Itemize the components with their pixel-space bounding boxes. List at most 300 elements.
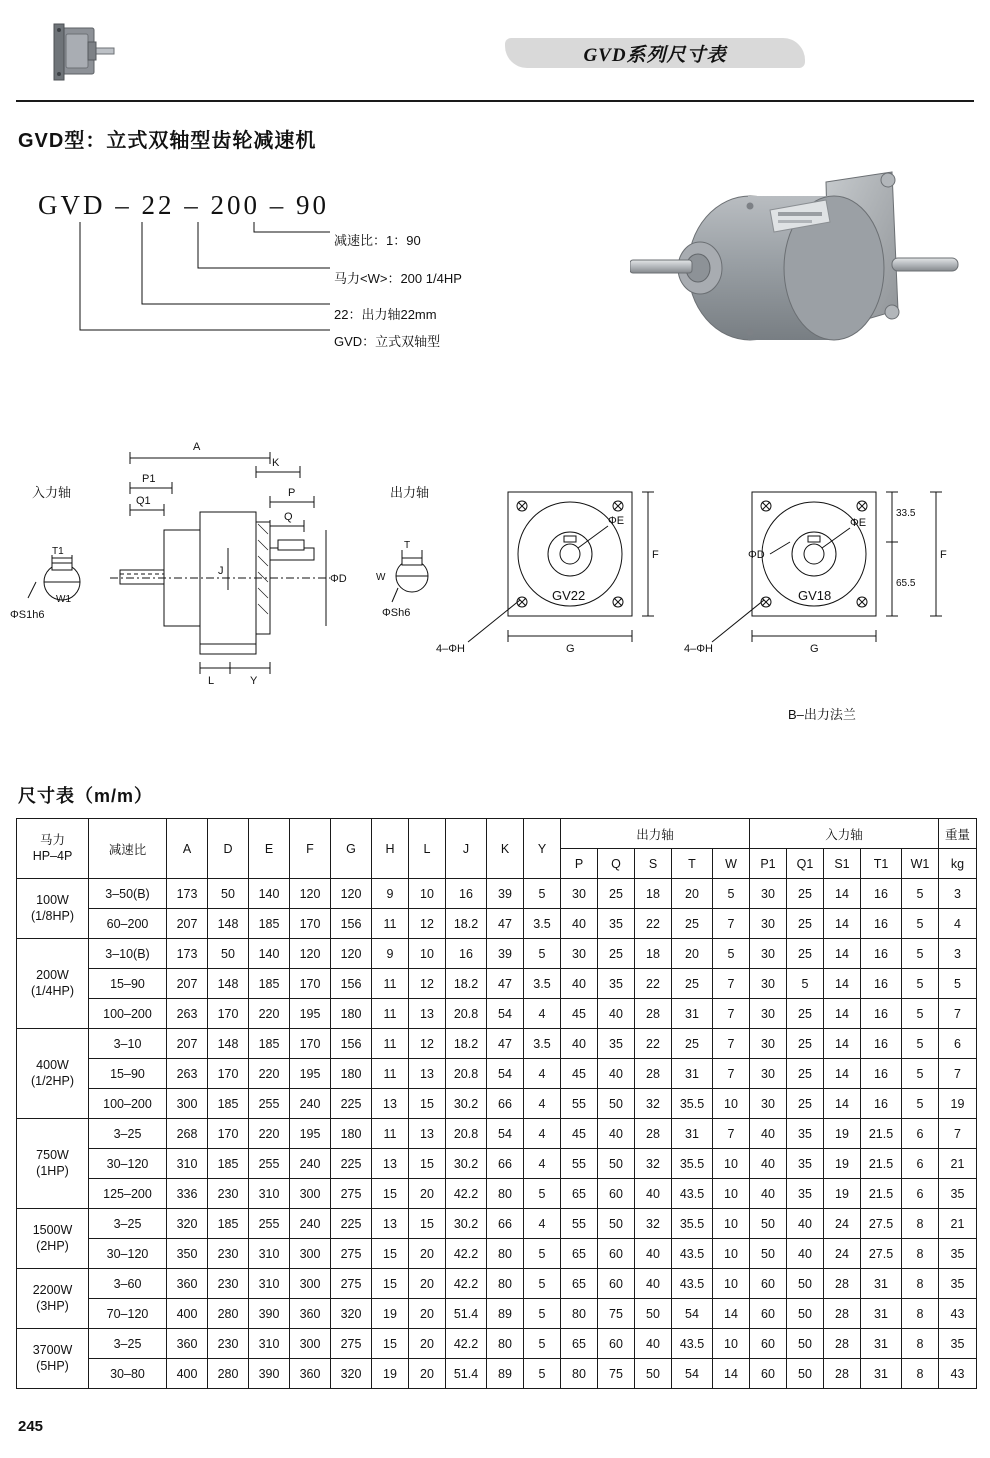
cell-dim-K: 89 [487,1299,524,1329]
cell-in-Q1: 35 [787,1149,824,1179]
svg-text:L: L [208,675,215,687]
power-value: 400W [36,1057,69,1072]
cell-in-P1: 40 [750,1149,787,1179]
cell-in-P1: 30 [750,879,787,909]
power-value: 2200W [32,1282,73,1297]
cell-in-Q1: 25 [787,879,824,909]
gear-motor-icon [48,22,118,84]
cell-dim-G: 156 [331,969,372,999]
cell-in-Q1: 40 [787,1239,824,1269]
cell-out-Q: 60 [598,1179,635,1209]
cell-dim-J: 20.8 [446,1119,487,1149]
power-group-cell [17,879,89,939]
cell-in-P1: 30 [750,909,787,939]
cell-dim-L: 10 [409,879,446,909]
cell-out-W: 10 [713,1089,750,1119]
cell-dim-Y: 4 [524,1119,561,1149]
cell-out-S: 40 [635,1239,672,1269]
cell-dim-F: 240 [290,1089,331,1119]
svg-text:65.5: 65.5 [896,578,916,589]
cell-weight: 35 [939,1179,977,1209]
cell-dim-E: 185 [249,1029,290,1059]
svg-text:F: F [652,549,659,561]
page-header [0,0,990,100]
cell-in-W1: 5 [902,969,939,999]
cell-dim-J: 42.2 [446,1329,487,1359]
cell-out-Q: 40 [598,1119,635,1149]
cell-ratio: 3–50(B) [89,879,167,909]
cell-dim-F: 120 [290,879,331,909]
cell-ratio: 3–60 [89,1269,167,1299]
svg-text:T1: T1 [52,546,64,557]
cell-in-T1: 16 [861,879,902,909]
cell-dim-F: 170 [290,909,331,939]
cell-dim-D: 185 [208,1149,249,1179]
cell-in-S1: 14 [824,939,861,969]
cell-dim-G: 180 [331,1059,372,1089]
cell-dim-A: 207 [167,1029,208,1059]
cell-dim-K: 66 [487,1209,524,1239]
cell-weight: 4 [939,909,977,939]
cell-dim-F: 240 [290,1209,331,1239]
cell-ratio: 15–90 [89,1059,167,1089]
cell-dim-J: 18.2 [446,1029,487,1059]
cell-dim-E: 255 [249,1209,290,1239]
cell-in-W1: 8 [902,1269,939,1299]
cell-weight: 21 [939,1209,977,1239]
cell-out-T: 31 [672,1059,713,1089]
table-row [17,909,977,939]
cell-dim-A: 173 [167,939,208,969]
cell-in-T1: 16 [861,1029,902,1059]
cell-dim-K: 39 [487,879,524,909]
cell-dim-D: 170 [208,1119,249,1149]
cell-dim-E: 185 [249,969,290,999]
cell-out-Q: 40 [598,999,635,1029]
cell-weight: 35 [939,1269,977,1299]
cell-dim-E: 310 [249,1269,290,1299]
cell-out-T: 43.5 [672,1269,713,1299]
svg-text:T: T [404,540,411,551]
cell-dim-D: 50 [208,879,249,909]
cell-out-Q: 50 [598,1089,635,1119]
cell-in-P1: 30 [750,1089,787,1119]
cell-dim-G: 275 [331,1329,372,1359]
cell-dim-A: 310 [167,1149,208,1179]
cell-in-T1: 16 [861,1089,902,1119]
cell-out-W: 7 [713,909,750,939]
cell-out-P: 45 [561,1119,598,1149]
table-row [17,1059,977,1089]
cell-dim-A: 400 [167,1359,208,1389]
header-in-T1: T1 [861,849,902,879]
table-row [17,879,977,909]
cell-dim-G: 120 [331,939,372,969]
model-code-text: GVD – 22 – 200 – 90 [38,190,329,220]
cell-dim-D: 230 [208,1269,249,1299]
cell-dim-L: 15 [409,1089,446,1119]
cell-ratio: 3–10 [89,1029,167,1059]
power-hp: (1/2HP) [30,1073,75,1088]
cell-out-S: 40 [635,1269,672,1299]
cell-out-T: 25 [672,1029,713,1059]
cell-dim-F: 195 [290,1119,331,1149]
header-ratio: 减速比 [89,819,167,879]
cell-dim-J: 20.8 [446,999,487,1029]
power-value: 100W [36,892,69,907]
cell-dim-F: 170 [290,969,331,999]
cell-in-Q1: 25 [787,1089,824,1119]
cell-dim-F: 360 [290,1299,331,1329]
cell-in-S1: 14 [824,1059,861,1089]
cell-in-T1: 16 [861,909,902,939]
cell-dim-J: 51.4 [446,1359,487,1389]
cell-in-P1: 30 [750,1059,787,1089]
cell-in-T1: 16 [861,969,902,999]
cell-dim-A: 320 [167,1209,208,1239]
cell-out-P: 80 [561,1359,598,1389]
cell-in-P1: 30 [750,999,787,1029]
cell-out-W: 10 [713,1209,750,1239]
cell-dim-D: 148 [208,969,249,999]
cell-weight: 35 [939,1239,977,1269]
header-dim-E: E [249,819,290,879]
dimension-drawing-svg [0,430,990,730]
table-header-row-1 [17,819,977,849]
header-out-Q: Q [598,849,635,879]
legend-item-type: GVD：立式双轴型 [334,334,441,349]
cell-dim-E: 185 [249,909,290,939]
cell-dim-A: 300 [167,1089,208,1119]
cell-dim-G: 156 [331,1029,372,1059]
svg-text:ΦD: ΦD [330,573,347,585]
cell-dim-L: 20 [409,1269,446,1299]
cell-in-P1: 60 [750,1359,787,1389]
header-dim-H: H [372,819,409,879]
cell-dim-K: 47 [487,969,524,999]
header-out-T: T [672,849,713,879]
cell-out-T: 31 [672,999,713,1029]
cell-out-Q: 60 [598,1269,635,1299]
cell-weight: 21 [939,1149,977,1179]
cell-dim-G: 320 [331,1299,372,1329]
cell-in-T1: 16 [861,999,902,1029]
cell-weight: 6 [939,1029,977,1059]
cell-out-P: 55 [561,1089,598,1119]
cell-dim-J: 30.2 [446,1089,487,1119]
table-row [17,1269,977,1299]
table-row [17,1179,977,1209]
cell-dim-D: 50 [208,939,249,969]
svg-text:ΦE: ΦE [850,517,867,529]
label-output-shaft: 出力轴 [390,485,430,500]
svg-text:Y: Y [250,675,258,687]
cell-in-W1: 5 [902,879,939,909]
cell-in-P1: 40 [750,1119,787,1149]
cell-out-S: 22 [635,909,672,939]
cell-dim-J: 42.2 [446,1239,487,1269]
header-dim-Y: Y [524,819,561,879]
cell-out-T: 43.5 [672,1239,713,1269]
power-hp: (5HP) [36,1358,69,1373]
model-code-leader-lines [38,222,338,352]
cell-dim-J: 20.8 [446,1059,487,1089]
cell-out-Q: 40 [598,1059,635,1089]
cell-dim-H: 15 [372,1179,409,1209]
header-dim-D: D [208,819,249,879]
cell-out-P: 40 [561,1029,598,1059]
cell-out-S: 22 [635,969,672,999]
cell-dim-K: 80 [487,1179,524,1209]
cell-in-W1: 6 [902,1149,939,1179]
cell-dim-K: 66 [487,1089,524,1119]
svg-text:ΦD: ΦD [748,549,765,561]
header-in-W1: W1 [902,849,939,879]
cell-in-S1: 19 [824,1179,861,1209]
cell-out-W: 10 [713,1269,750,1299]
header-weight: 重量 [939,819,977,849]
header-in-Q1: Q1 [787,849,824,879]
cell-in-P1: 40 [750,1179,787,1209]
cell-in-S1: 14 [824,1029,861,1059]
cell-in-W1: 5 [902,1059,939,1089]
cell-weight: 7 [939,1119,977,1149]
cell-out-P: 45 [561,999,598,1029]
cell-dim-Y: 5 [524,879,561,909]
svg-text:Q: Q [284,511,293,523]
svg-text:P: P [288,487,296,499]
header-dim-G: G [331,819,372,879]
cell-dim-H: 19 [372,1299,409,1329]
cell-dim-K: 47 [487,1029,524,1059]
cell-dim-L: 15 [409,1149,446,1179]
cell-dim-H: 11 [372,1119,409,1149]
cell-dim-G: 225 [331,1149,372,1179]
cell-dim-H: 11 [372,1059,409,1089]
cell-in-S1: 14 [824,1089,861,1119]
cell-in-W1: 6 [902,1119,939,1149]
cell-dim-K: 66 [487,1149,524,1179]
cell-dim-F: 300 [290,1179,331,1209]
cell-dim-E: 310 [249,1179,290,1209]
table-row [17,1329,977,1359]
cell-out-P: 45 [561,1059,598,1089]
cell-dim-D: 148 [208,1029,249,1059]
svg-text:ΦE: ΦE [608,515,625,527]
cell-dim-G: 120 [331,879,372,909]
cell-in-T1: 31 [861,1299,902,1329]
cell-dim-L: 20 [409,1359,446,1389]
cell-out-P: 40 [561,969,598,999]
svg-text:G: G [810,643,819,655]
cell-out-W: 14 [713,1359,750,1389]
cell-dim-J: 30.2 [446,1209,487,1239]
cell-dim-H: 11 [372,909,409,939]
cell-in-S1: 14 [824,999,861,1029]
cell-dim-G: 156 [331,909,372,939]
cell-dim-Y: 3.5 [524,969,561,999]
cell-out-Q: 75 [598,1299,635,1329]
cell-dim-F: 300 [290,1269,331,1299]
cell-out-P: 65 [561,1179,598,1209]
cell-in-P1: 50 [750,1239,787,1269]
cell-dim-H: 11 [372,1029,409,1059]
cell-dim-E: 255 [249,1149,290,1179]
cell-dim-A: 207 [167,969,208,999]
table-body [17,879,977,1389]
cell-in-Q1: 5 [787,969,824,999]
cell-weight: 3 [939,939,977,969]
label-output-flange: B–出力法兰 [788,707,856,722]
cell-ratio: 30–120 [89,1239,167,1269]
cell-dim-D: 230 [208,1179,249,1209]
cell-dim-G: 320 [331,1359,372,1389]
cell-out-W: 7 [713,969,750,999]
cell-dim-L: 10 [409,939,446,969]
svg-text:33.5: 33.5 [896,508,916,519]
cell-in-S1: 14 [824,879,861,909]
cell-dim-J: 30.2 [446,1149,487,1179]
cell-dim-F: 195 [290,999,331,1029]
cell-dim-K: 54 [487,1119,524,1149]
cell-out-P: 30 [561,879,598,909]
cell-in-Q1: 25 [787,1059,824,1089]
cell-in-T1: 27.5 [861,1239,902,1269]
cell-out-T: 35.5 [672,1209,713,1239]
header-out-W: W [713,849,750,879]
cell-out-T: 54 [672,1299,713,1329]
dimension-table [16,818,977,1389]
cell-dim-H: 11 [372,969,409,999]
header-dim-J: J [446,819,487,879]
cell-out-S: 32 [635,1209,672,1239]
cell-in-T1: 16 [861,939,902,969]
cell-dim-K: 89 [487,1359,524,1389]
cell-ratio: 3–25 [89,1329,167,1359]
cell-weight: 19 [939,1089,977,1119]
cell-dim-L: 20 [409,1299,446,1329]
cell-dim-L: 15 [409,1209,446,1239]
power-value: 200W [36,967,69,982]
cell-dim-L: 13 [409,1119,446,1149]
table-row [17,1299,977,1329]
header-out-S: S [635,849,672,879]
cell-in-W1: 8 [902,1299,939,1329]
cell-dim-Y: 3.5 [524,909,561,939]
cell-out-T: 31 [672,1119,713,1149]
cell-out-Q: 50 [598,1209,635,1239]
cell-out-W: 5 [713,939,750,969]
legend-item-ratio: 减速比：1：90 [334,233,421,248]
svg-text:GV18: GV18 [798,588,832,603]
cell-out-T: 20 [672,939,713,969]
cell-in-Q1: 35 [787,1119,824,1149]
cell-in-W1: 8 [902,1209,939,1239]
cell-dim-Y: 5 [524,1269,561,1299]
cell-dim-J: 42.2 [446,1179,487,1209]
header-banner [505,38,805,68]
header-banner-title: GVD系列尺寸表 [583,44,727,66]
cell-in-T1: 21.5 [861,1119,902,1149]
svg-text:ΦSh6: ΦSh6 [382,607,411,619]
cell-out-P: 65 [561,1239,598,1269]
table-row [17,969,977,999]
power-hp: (3HP) [36,1298,69,1313]
cell-out-P: 55 [561,1149,598,1179]
cell-out-S: 32 [635,1089,672,1119]
cell-dim-Y: 4 [524,1059,561,1089]
power-hp: (2HP) [36,1238,69,1253]
cell-dim-G: 180 [331,1119,372,1149]
header-dim-K: K [487,819,524,879]
cell-in-S1: 28 [824,1359,861,1389]
cell-dim-H: 13 [372,1149,409,1179]
cell-dim-A: 263 [167,999,208,1029]
power-group-cell [17,1119,89,1209]
cell-out-Q: 35 [598,1029,635,1059]
legend-item-shaft: 22：出力轴22mm [334,307,437,322]
cell-weight: 7 [939,1059,977,1089]
svg-text:GV22: GV22 [552,588,586,603]
cell-in-S1: 28 [824,1329,861,1359]
cell-weight: 43 [939,1299,977,1329]
cell-dim-H: 19 [372,1359,409,1389]
header-dim-F: F [290,819,331,879]
technical-drawings [0,430,990,730]
svg-text:4–ΦH: 4–ΦH [684,643,713,655]
cell-dim-D: 185 [208,1209,249,1239]
cell-dim-E: 140 [249,879,290,909]
cell-in-P1: 50 [750,1209,787,1239]
cell-out-W: 10 [713,1149,750,1179]
table-row [17,1239,977,1269]
header-weight-unit: kg [939,849,977,879]
cell-dim-D: 148 [208,909,249,939]
header-dim-A: A [167,819,208,879]
cell-in-S1: 24 [824,1209,861,1239]
table-row [17,1029,977,1059]
cell-in-Q1: 50 [787,1299,824,1329]
cell-dim-A: 173 [167,879,208,909]
power-value: 1500W [32,1222,73,1237]
cell-in-T1: 31 [861,1359,902,1389]
cell-dim-E: 220 [249,999,290,1029]
table-row [17,999,977,1029]
cell-dim-Y: 5 [524,1299,561,1329]
cell-dim-Y: 5 [524,939,561,969]
cell-ratio: 100–200 [89,1089,167,1119]
cell-dim-Y: 4 [524,1089,561,1119]
cell-ratio: 70–120 [89,1299,167,1329]
cell-dim-G: 225 [331,1209,372,1239]
cell-dim-L: 12 [409,969,446,999]
cell-out-Q: 60 [598,1329,635,1359]
cell-out-S: 50 [635,1359,672,1389]
cell-out-P: 80 [561,1299,598,1329]
cell-out-S: 28 [635,1119,672,1149]
cell-in-S1: 28 [824,1269,861,1299]
svg-text:J: J [218,565,224,577]
header-power-label: 马力 [39,832,65,847]
cell-in-Q1: 25 [787,1029,824,1059]
cell-out-T: 25 [672,969,713,999]
svg-text:W: W [376,572,386,583]
cell-dim-A: 360 [167,1269,208,1299]
cell-out-Q: 60 [598,1239,635,1269]
cell-dim-A: 336 [167,1179,208,1209]
power-group-cell [17,1209,89,1269]
cell-ratio: 30–80 [89,1359,167,1389]
